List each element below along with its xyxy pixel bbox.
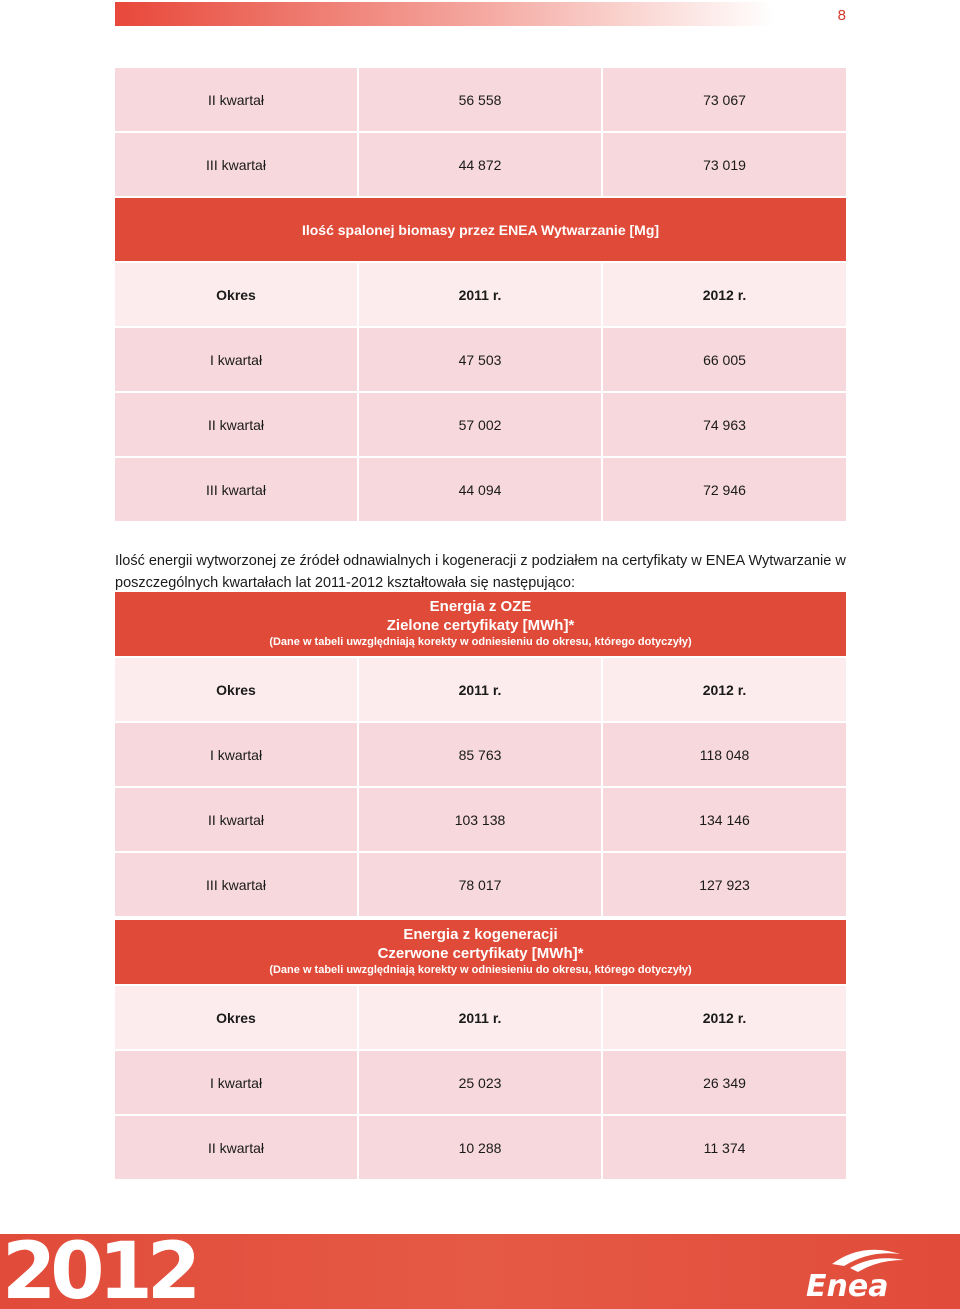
table-note: (Dane w tabeli uwzględniają korekty w odniesieniu do okresu, którego dotyczyły) — [269, 963, 692, 976]
value-2011-cell: 10 288 — [358, 1115, 602, 1180]
table-row — [115, 392, 846, 457]
table-top-continuation — [115, 68, 846, 198]
value-2012-cell: 134 146 — [602, 787, 846, 852]
period-cell: III kwartał — [115, 457, 358, 522]
period-cell: I kwartał — [115, 1050, 358, 1115]
period-cell: III kwartał — [115, 852, 358, 917]
header-period: Okres — [115, 262, 358, 327]
header-period: Okres — [115, 985, 358, 1050]
body-paragraph: Ilość energii wytworzonej ze źródeł odnawialnych i kogeneracji z podziałem na certyfikaty w ENEA Wytwarzanie w poszczególnych kwartałach lat 2011-2012 kształtowała się następująco: — [115, 552, 846, 591]
header-2011: 2011 r. — [358, 657, 602, 722]
header-2012: 2012 r. — [602, 657, 846, 722]
table-row — [115, 852, 846, 917]
table-subtitle: Zielone certyfikaty [MWh]* — [386, 617, 575, 635]
table-row — [115, 327, 846, 392]
period-cell: II kwartał — [115, 787, 358, 852]
header-2012: 2012 r. — [602, 985, 846, 1050]
header-2011: 2011 r. — [358, 262, 602, 327]
value-2012-cell: 74 963 — [602, 392, 846, 457]
value-2011-cell: 47 503 — [358, 327, 602, 392]
table-title: Ilość spalonej biomasy przez ENEA Wytwarzanie [Mg] — [115, 198, 846, 262]
table-row — [115, 1115, 846, 1180]
value-2012-cell: 127 923 — [602, 852, 846, 917]
table-row — [115, 457, 846, 522]
footer-year: 2012 — [2, 1234, 196, 1309]
table-title-block — [115, 592, 846, 657]
table-oze — [115, 592, 846, 918]
table-title-block — [115, 920, 846, 985]
value-2012-cell: 73 067 — [602, 68, 846, 132]
value-2011-cell: 57 002 — [358, 392, 602, 457]
page-number: 8 — [837, 7, 846, 24]
value-2011-cell: 56 558 — [358, 68, 602, 132]
table-row — [115, 787, 846, 852]
table-header-row — [115, 657, 846, 722]
footer-band — [0, 1234, 960, 1309]
table-row — [115, 68, 846, 132]
value-2011-cell: 85 763 — [358, 722, 602, 787]
value-2012-cell: 118 048 — [602, 722, 846, 787]
period-cell: II kwartał — [115, 392, 358, 457]
table-subtitle: Czerwone certyfikaty [MWh]* — [377, 945, 584, 963]
value-2012-cell: 66 005 — [602, 327, 846, 392]
table-title-row — [115, 198, 846, 262]
period-cell: I kwartał — [115, 327, 358, 392]
table-title-row — [115, 920, 846, 985]
table-row — [115, 722, 846, 787]
value-2012-cell: 11 374 — [602, 1115, 846, 1180]
header-2011: 2011 r. — [358, 985, 602, 1050]
enea-logo-text: Enea — [806, 1269, 889, 1302]
value-2012-cell: 26 349 — [602, 1050, 846, 1115]
table-row — [115, 1050, 846, 1115]
value-2011-cell: 78 017 — [358, 852, 602, 917]
header-period: Okres — [115, 657, 358, 722]
header-gradient-bar — [115, 2, 775, 26]
table-title: Energia z kogeneracji — [403, 926, 558, 944]
period-cell: II kwartał — [115, 1115, 358, 1180]
value-2012-cell: 72 946 — [602, 457, 846, 522]
value-2011-cell: 44 094 — [358, 457, 602, 522]
table-biomass — [115, 198, 846, 523]
value-2011-cell: 103 138 — [358, 787, 602, 852]
period-cell: II kwartał — [115, 68, 358, 132]
table-chp — [115, 920, 846, 1181]
period-cell: I kwartał — [115, 722, 358, 787]
header-2012: 2012 r. — [602, 262, 846, 327]
table-header-row — [115, 985, 846, 1050]
table-header-row — [115, 262, 846, 327]
value-2012-cell: 73 019 — [602, 132, 846, 197]
table-title-row — [115, 592, 846, 657]
period-cell: III kwartał — [115, 132, 358, 197]
value-2011-cell: 25 023 — [358, 1050, 602, 1115]
enea-logo-icon — [792, 1242, 932, 1302]
table-title: Energia z OZE — [429, 598, 532, 616]
value-2011-cell: 44 872 — [358, 132, 602, 197]
table-note: (Dane w tabeli uwzględniają korekty w odniesieniu do okresu, którego dotyczyły) — [269, 635, 692, 648]
table-row — [115, 132, 846, 197]
